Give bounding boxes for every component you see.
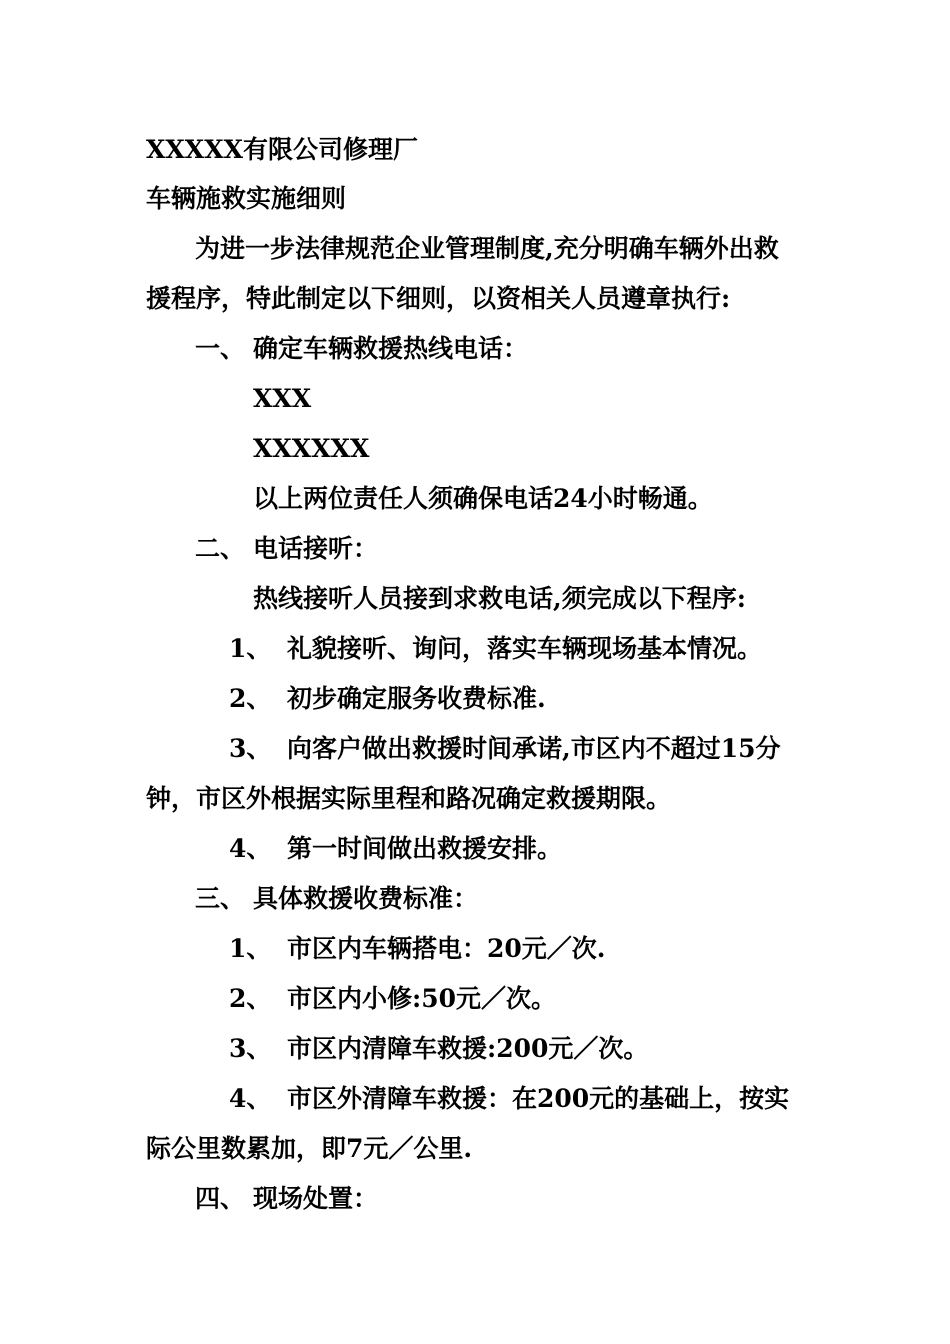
list-item-number: 3、 [229,734,272,763]
list-item [229,734,781,764]
list-item [229,684,546,714]
section-3-marker: 三、 [195,884,246,913]
list-item [229,834,562,864]
section-3-title: 具体救援收费标准： [253,884,479,913]
list-item-text: 市区内清障车救援:200元／次。 [287,1034,649,1063]
section-2-title: 电话接听： [253,534,379,563]
section-2-marker: 二、 [195,534,246,563]
list-item [229,984,556,1014]
list-item-continuation: 钟，市区外根据实际里程和路况确定救援期限。 [146,784,672,813]
hotline-note: 以上两位责任人须确保电话24小时畅通。 [253,484,713,513]
section-1-marker: 一、 [195,334,246,363]
list-item-text: 第一时间做出救援安排。 [287,834,563,863]
list-item-number: 1、 [229,934,272,963]
intro-paragraph-line-1: 为进一步法律规范企业管理制度,充分明确车辆外出救 [195,234,779,263]
list-item-text: 市区外清障车救援：在200元的基础上，按实 [287,1084,790,1113]
list-item-text: 市区内小修:50元／次。 [287,984,557,1013]
list-item-text: 向客户做出救援时间承诺,市区内不超过15分 [287,734,781,763]
intro-paragraph-line-2: 援程序，特此制定以下细则，以资相关人员遵章执行: [146,284,731,313]
hotline-contact-2: XXXXXX [253,434,370,463]
section-4-title: 现场处置： [253,1184,379,1213]
section-4-heading [195,1184,378,1214]
list-item-number: 3、 [229,1034,272,1063]
section-2-lead: 热线接听人员接到求救电话,须完成以下程序: [253,584,746,613]
document-subtitle: 车辆施救实施细则 [146,184,347,213]
section-4-marker: 四、 [195,1184,246,1213]
list-item-text: 市区内车辆搭电：20元／次. [287,934,606,963]
list-item [229,634,762,664]
section-1-heading [195,334,528,364]
list-item-number: 1、 [229,634,272,663]
section-1-title: 确定车辆救援热线电话： [253,334,529,363]
list-item [229,1034,648,1064]
list-item-number: 4、 [229,834,272,863]
list-item-text: 礼貌接听、询问，落实车辆现场基本情况。 [287,634,763,663]
list-item-number: 4、 [229,1084,272,1113]
section-3-heading [195,884,478,914]
document-title: XXXXX有限公司修理厂 [146,135,418,164]
list-item [229,934,606,964]
hotline-contact-1: XXX [253,384,312,413]
list-item [229,1084,789,1114]
section-2-heading [195,534,378,564]
list-item-number: 2、 [229,684,272,713]
list-item-continuation: 际公里数累加，即7元／公里. [146,1134,473,1163]
list-item-number: 2、 [229,984,272,1013]
list-item-text: 初步确定服务收费标准. [287,684,546,713]
